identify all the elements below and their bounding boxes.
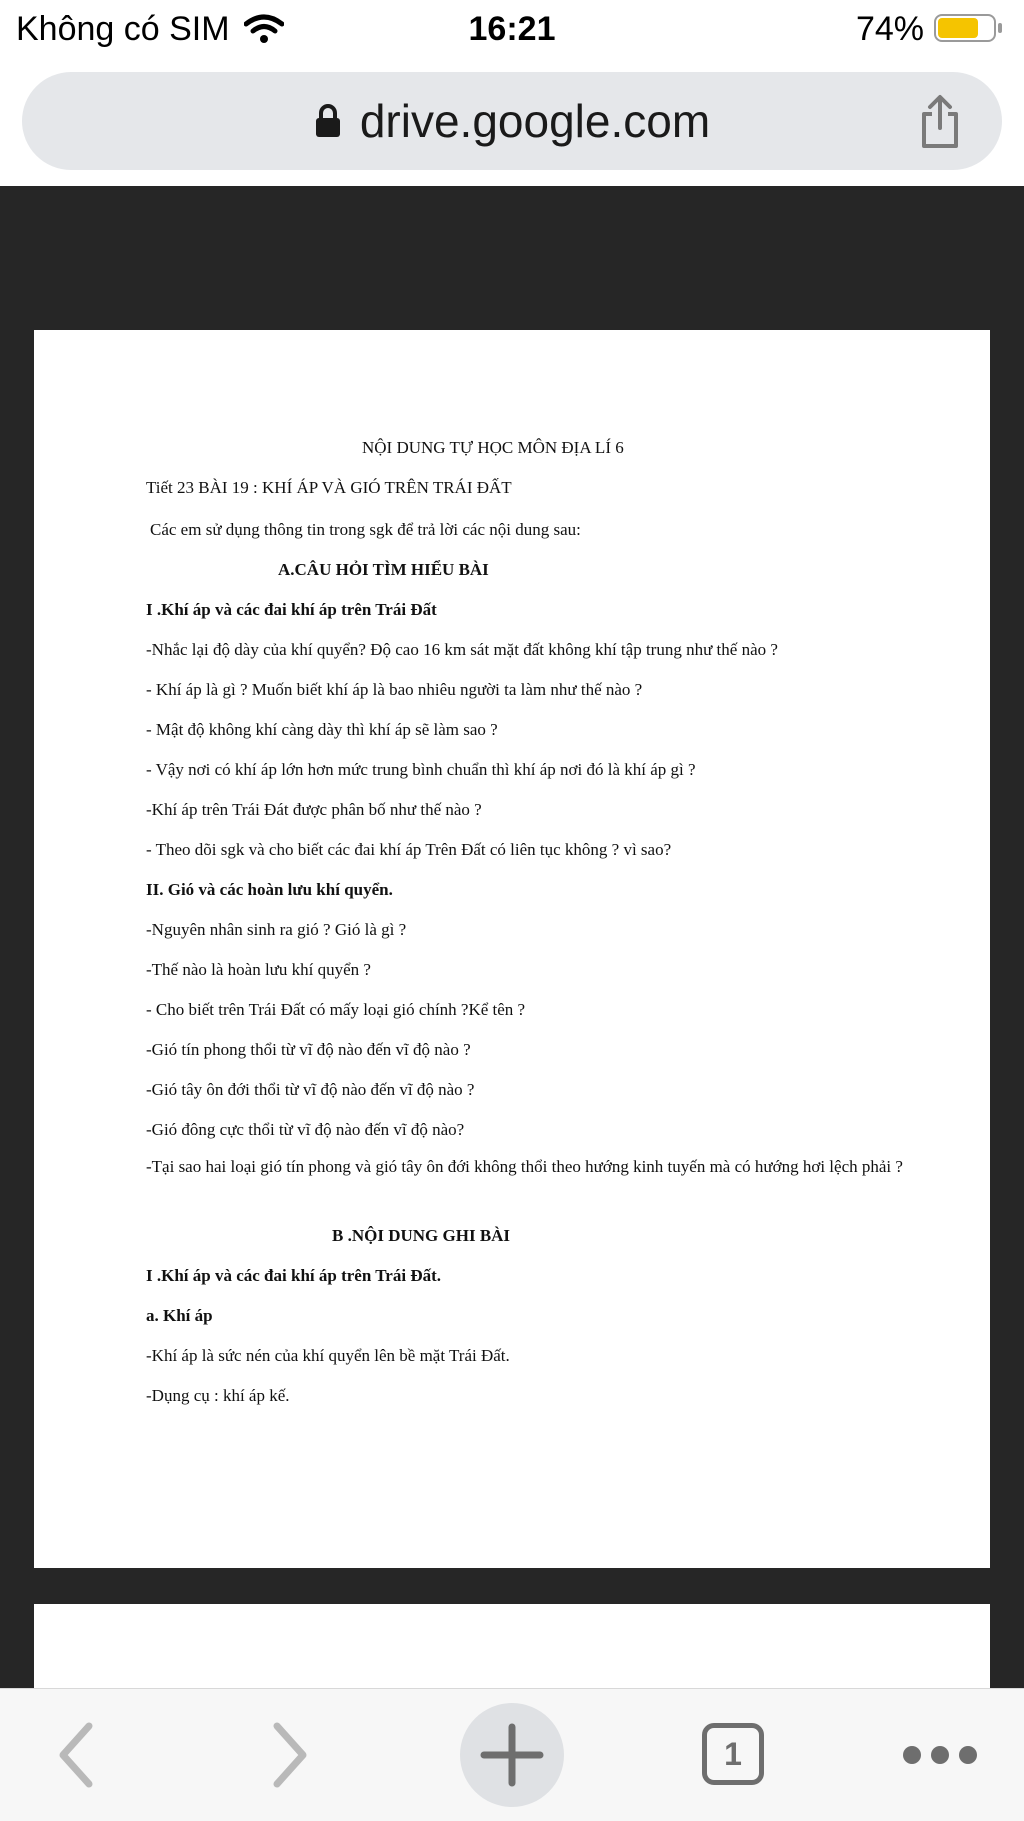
part1-heading: I .Khí áp và các đai khí áp trên Trái Đất (146, 600, 437, 619)
tab-count: 1 (702, 1723, 764, 1785)
list-item: -Dụng cụ : khí áp kế. (146, 1386, 290, 1405)
list-item: -Gió đông cực thổi từ vĩ độ nào đến vĩ độ nào? (146, 1120, 465, 1139)
battery-status (856, 8, 1006, 50)
list-item: - Vậy nơi có khí áp lớn hơn mức trung bình chuẩn thì khí áp nơi đó là khí áp gì ? (146, 760, 696, 779)
section-b-heading: B .NỘI DUNG GHI BÀI (332, 1226, 511, 1245)
more-dots-icon (959, 1746, 977, 1764)
carrier-label: Không có SIM (16, 10, 230, 48)
list-item: -Thế nào là hoàn lưu khí quyển ? (146, 960, 371, 979)
list-item: -Gió tây ôn đới thổi từ vĩ độ nào đến vĩ độ nào ? (146, 1080, 475, 1099)
document-page (34, 330, 990, 1568)
list-item: -Khí áp là sức nén của khí quyển lên bề mặt Trái Đất. (146, 1346, 510, 1365)
list-item: -Nhắc lại độ dày của khí quyển? Độ cao 16 km sát mặt đất không khí tập trung như thế nào ? (146, 640, 778, 659)
list-item: - Mật độ không khí càng dày thì khí áp sẽ làm sao ? (146, 720, 498, 739)
url-text[interactable]: drive.google.com (359, 95, 711, 147)
bottom-toolbar (0, 1688, 1024, 1821)
intro-text: Các em sử dụng thông tin trong sgk để trả lời các nội dung sau: (150, 520, 581, 539)
list-item: - Theo dõi sgk và cho biết các đai khí áp Trên Đất có liên tục không ? vì sao? (146, 840, 672, 859)
list-item: -Gió tín phong thổi từ vĩ độ nào đến vĩ độ nào ? (146, 1040, 471, 1059)
b-sub-a-heading: a. Khí áp (146, 1306, 213, 1325)
share-icon[interactable] (916, 94, 964, 150)
tab-switcher-button[interactable] (698, 1715, 768, 1793)
list-item: -Khí áp trên Trái Đát được phân bố như thế nào ? (146, 800, 482, 819)
lock-icon (314, 103, 342, 139)
next-document-page (34, 1604, 990, 1688)
plus-icon (480, 1723, 544, 1787)
battery-icon (934, 12, 1006, 46)
list-item: - Cho biết trên Trái Đất có mấy loại gió chính ?Kể tên ? (146, 1000, 526, 1019)
forward-button[interactable] (256, 1715, 326, 1795)
list-item: - Khí áp là gì ? Muốn biết khí áp là bao nhiêu người ta làm như thế nào ? (146, 680, 643, 699)
more-dots-icon (931, 1746, 949, 1764)
lesson-heading: Tiết 23 BÀI 19 : KHÍ ÁP VÀ GIÓ TRÊN TRÁI ĐẤT (146, 478, 512, 497)
list-item: -Tại sao hai loại gió tín phong và gió tây ôn đới không thổi theo hướng kinh tuyến mà có hướng hơi lệch phải ? (146, 1157, 903, 1176)
address-bar[interactable] (22, 72, 1002, 170)
battery-percent: 74% (855, 10, 924, 48)
part2-heading: II. Gió và các hoàn lưu khí quyển. (146, 880, 393, 899)
b-part1-heading: I .Khí áp và các đai khí áp trên Trái Đất. (146, 1266, 442, 1285)
clock: 16:21 (468, 10, 556, 48)
section-a-heading: A.CÂU HỎI TÌM HIỂU BÀI (278, 560, 489, 579)
back-button[interactable] (40, 1715, 110, 1795)
document-title: NỘI DUNG TỰ HỌC MÔN ĐỊA LÍ 6 (362, 438, 624, 457)
list-item: -Nguyên nhân sinh ra gió ? Gió là gì ? (146, 920, 407, 939)
status-bar (0, 0, 1024, 60)
chevron-right-icon (271, 1720, 311, 1790)
more-dots-icon (903, 1746, 921, 1764)
document-viewer[interactable] (0, 186, 1024, 1688)
chevron-left-icon (55, 1720, 95, 1790)
new-tab-button[interactable] (460, 1703, 564, 1807)
more-menu-button[interactable] (890, 1725, 990, 1785)
